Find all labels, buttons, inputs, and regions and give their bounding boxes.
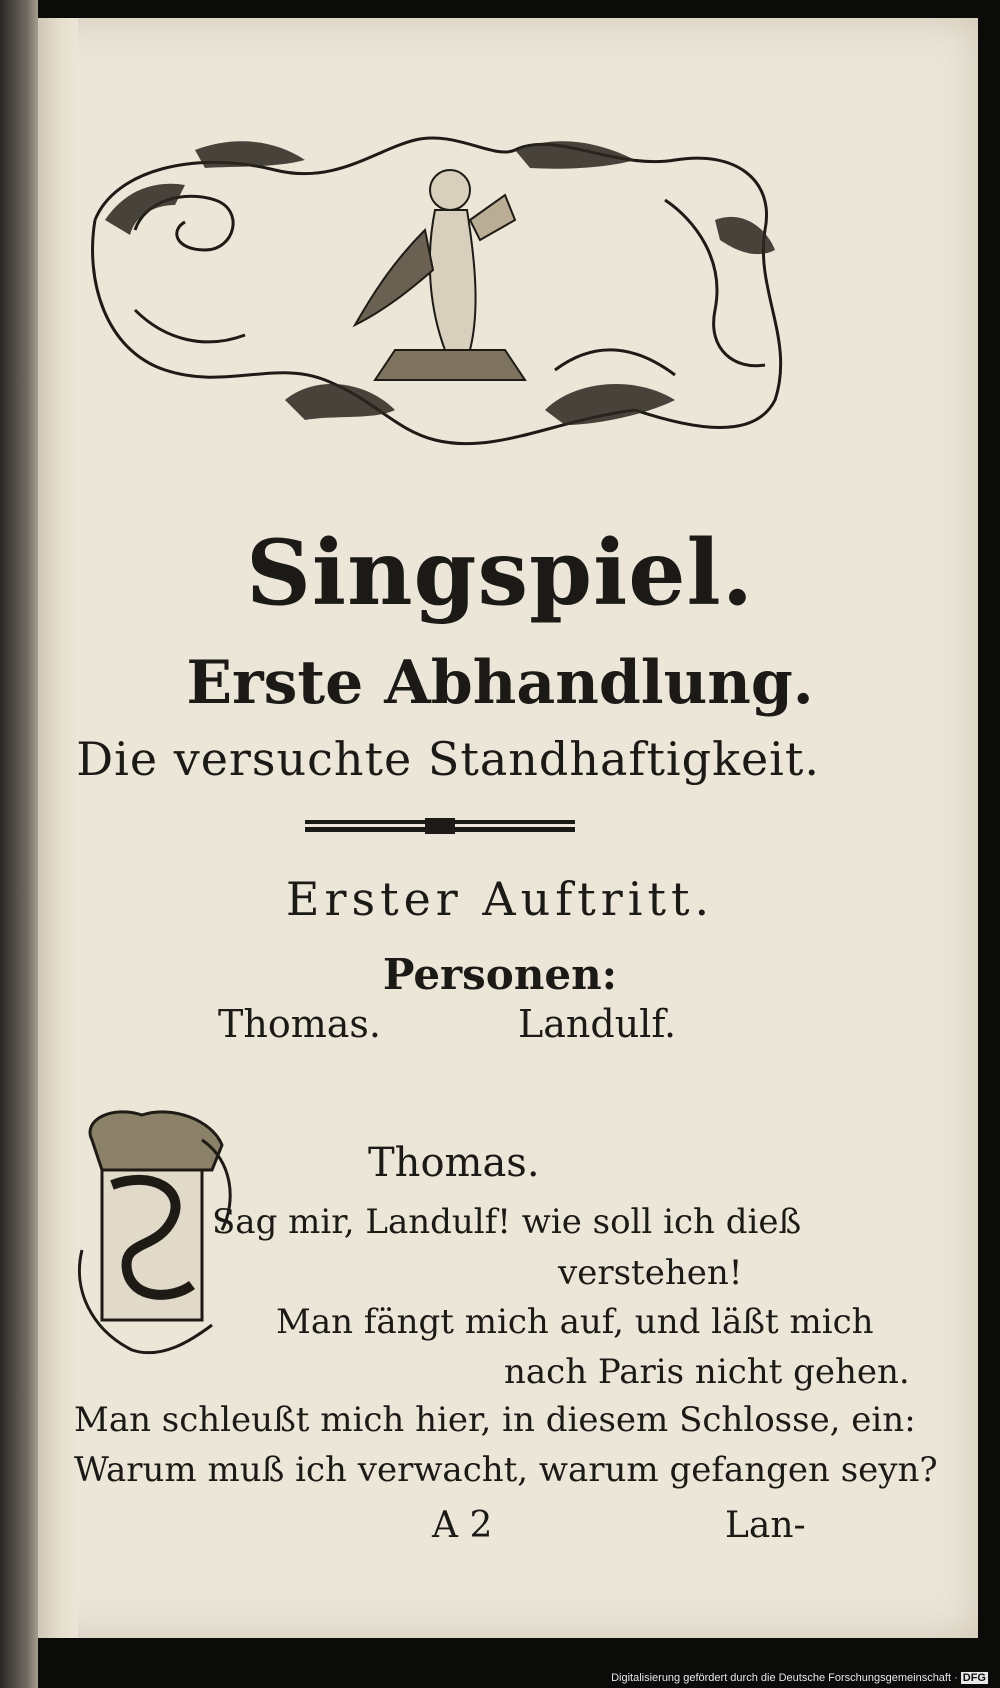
page-gutter (38, 18, 78, 1638)
verse-line: nach Paris nicht gehen. (504, 1352, 910, 1392)
catchword: Lan- (725, 1505, 806, 1546)
verse-line: verstehen! (558, 1253, 743, 1293)
ornamental-vignette (75, 110, 835, 480)
verse-line: Warum muß ich verwacht, warum gefangen seyn? (74, 1450, 938, 1490)
book-edge (0, 0, 38, 1688)
digitization-credit (611, 1672, 988, 1684)
ornamental-rule (305, 818, 575, 834)
person-landulf: Landulf. (518, 1002, 677, 1046)
credit-text: Digitalisierung gefördert durch die Deutsche Forschungsgemeinschaft · (611, 1672, 958, 1684)
persons-label: Personen: (382, 950, 618, 999)
verse-line: Sag mir, Landulf! wie soll ich dieß (212, 1202, 802, 1242)
verse-line: Man schleußt mich hier, in diesem Schlosse, ein: (74, 1400, 916, 1440)
act-subtitle: Die versuchte Standhaftigkeit. (76, 732, 820, 786)
scene-heading: Erster Auftritt. (285, 872, 715, 926)
dfg-logo: DFG (962, 1672, 986, 1684)
page-title: Singspiel. (245, 520, 755, 626)
act-heading: Erste Abhandlung. (186, 648, 814, 718)
speaker-name: Thomas. (368, 1140, 540, 1186)
signature-mark: A 2 (432, 1505, 493, 1546)
verse-line: Man fängt mich auf, und läßt mich (276, 1302, 874, 1342)
person-thomas: Thomas. (218, 1002, 381, 1046)
